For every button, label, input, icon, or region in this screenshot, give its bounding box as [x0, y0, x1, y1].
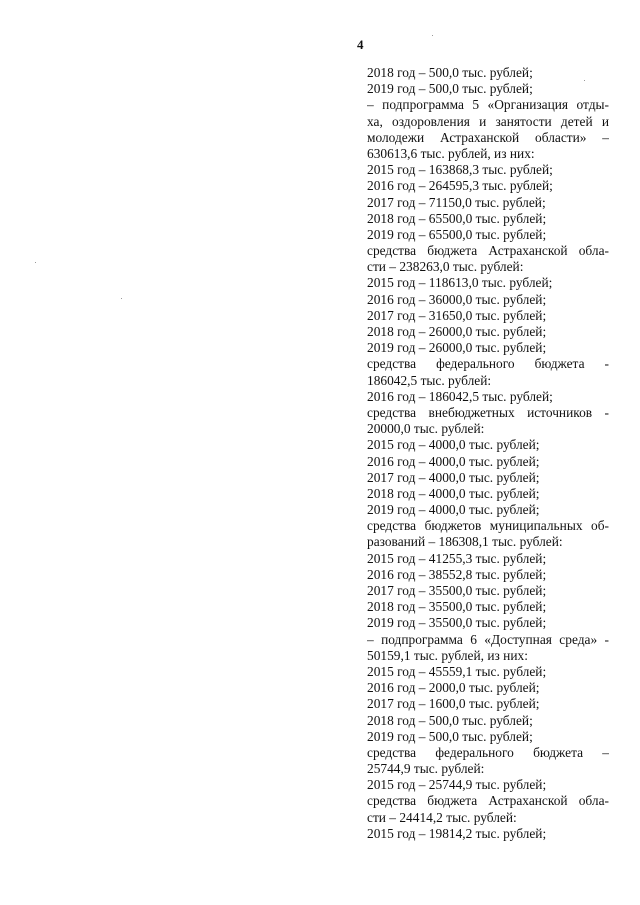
text-line: 2015 год – 25744,9 тыс. рублей;	[367, 777, 547, 793]
text-line: 2016 год – 38552,8 тыс. рублей;	[367, 566, 547, 582]
text-line: 2015 год – 41255,3 тыс. рублей;	[367, 550, 547, 566]
text-line: 2015 год – 4000,0 тыс. рублей;	[367, 437, 540, 453]
text-line: средства федерального бюджета -	[367, 356, 609, 372]
text-line: средства бюджета Астраханской обла-	[367, 243, 609, 259]
text-line: 2016 год – 186042,5 тыс. рублей;	[367, 388, 553, 404]
text-line: 2015 год – 45559,1 тыс. рублей;	[367, 663, 547, 679]
text-line: 630613,6 тыс. рублей, из них:	[367, 145, 535, 161]
scan-speck	[432, 35, 433, 36]
text-line: 2019 год – 4000,0 тыс. рублей;	[367, 502, 540, 518]
text-line: ха, оздоровления и занятости детей и	[367, 113, 609, 129]
text-line: средства бюджета Астраханской обла-	[367, 793, 609, 809]
text-line: 186042,5 тыс. рублей:	[367, 372, 492, 388]
text-line: 2015 год – 118613,0 тыс. рублей;	[367, 275, 553, 291]
text-line: 2018 год – 4000,0 тыс. рублей;	[367, 485, 540, 501]
text-line: 2016 год – 4000,0 тыс. рублей;	[367, 453, 540, 469]
text-line: 2019 год – 500,0 тыс. рублей;	[367, 81, 533, 97]
text-line: 2019 год – 35500,0 тыс. рублей;	[367, 615, 547, 631]
text-line: – подпрограмма 5 «Организация отды-	[367, 97, 609, 113]
text-line: 2015 год – 19814,2 тыс. рублей;	[367, 825, 547, 841]
scan-speck	[35, 262, 36, 263]
text-line: 2016 год – 264595,3 тыс. рублей;	[367, 178, 553, 194]
text-line: 2019 год – 500,0 тыс. рублей;	[367, 728, 533, 744]
text-line: сти – 24414,2 тыс. рублей:	[367, 809, 517, 825]
text-line: 20000,0 тыс. рублей:	[367, 421, 485, 437]
text-line: 2018 год – 500,0 тыс. рублей;	[367, 65, 533, 80]
text-line: молодежи Астраханской области» –	[367, 129, 609, 145]
scan-speck	[584, 80, 585, 81]
text-line: 2019 год – 65500,0 тыс. рублей;	[367, 226, 547, 242]
text-line: средства внебюджетных источников -	[367, 404, 609, 420]
text-line: – подпрограмма 6 «Доступная среда» -	[367, 631, 609, 647]
page-number: 4	[357, 37, 364, 52]
text-line: 2017 год – 1600,0 тыс. рублей;	[367, 696, 540, 712]
text-line: 2015 год – 163868,3 тыс. рублей;	[367, 162, 553, 178]
text-line: 2017 год – 35500,0 тыс. рублей;	[367, 583, 547, 598]
text-line: разований – 186308,1 тыс. рублей:	[367, 534, 563, 550]
text-line: средства бюджетов муниципальных об-	[367, 518, 609, 534]
text-line: 2016 год – 36000,0 тыс. рублей;	[367, 291, 547, 307]
text-line: 2017 год – 71150,0 тыс. рублей;	[367, 194, 546, 210]
document-text-column	[367, 65, 609, 842]
text-line: 2018 год – 26000,0 тыс. рублей;	[367, 324, 547, 339]
text-line: средства федерального бюджета –	[367, 744, 609, 760]
text-line: 2018 год – 65500,0 тыс. рублей;	[367, 210, 547, 226]
text-line: 25744,9 тыс. рублей:	[367, 761, 485, 777]
text-line: 2019 год – 26000,0 тыс. рублей;	[367, 340, 547, 356]
text-line: 2018 год – 500,0 тыс. рублей;	[367, 712, 533, 728]
text-line: 2018 год – 35500,0 тыс. рублей;	[367, 599, 547, 615]
text-line: сти – 238263,0 тыс. рублей:	[367, 259, 524, 275]
scan-speck	[121, 298, 122, 299]
text-line: 50159,1 тыс. рублей, из них:	[367, 647, 528, 663]
text-line: 2016 год – 2000,0 тыс. рублей;	[367, 680, 540, 696]
text-line: 2017 год – 31650,0 тыс. рублей;	[367, 307, 547, 323]
text-line: 2017 год – 4000,0 тыс. рублей;	[367, 469, 540, 485]
